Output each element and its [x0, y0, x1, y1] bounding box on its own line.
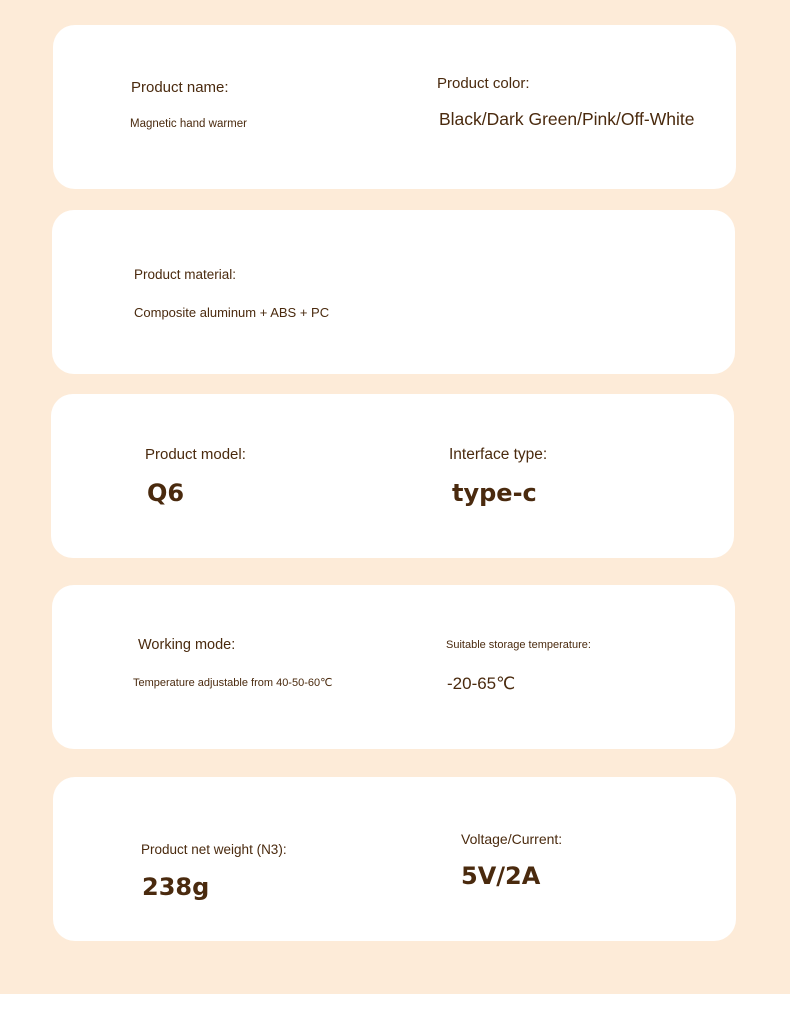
net-weight-value: 238g: [142, 873, 210, 901]
spec-card-product-name-color: [53, 25, 736, 189]
storage-temperature-label: Suitable storage temperature:: [446, 639, 591, 651]
spec-card-model-interface: [51, 394, 734, 558]
spec-card-weight-voltage: [53, 777, 736, 941]
net-weight-label: Product net weight (N3):: [141, 842, 287, 857]
storage-temperature-value: -20-65℃: [447, 674, 516, 693]
product-name-label: Product name:: [131, 79, 229, 96]
working-mode-value: Temperature adjustable from 40-50-60℃: [133, 677, 333, 689]
voltage-current-value: 5V/2A: [461, 862, 541, 890]
spec-card-material: [52, 210, 735, 374]
product-name-value: Magnetic hand warmer: [130, 118, 247, 130]
working-mode-label: Working mode:: [138, 637, 236, 653]
product-color-value: Black/Dark Green/Pink/Off-White: [439, 109, 695, 129]
voltage-current-label: Voltage/Current:: [461, 831, 563, 847]
product-model-label: Product model:: [145, 446, 246, 463]
product-material-value: Composite aluminum + ABS + PC: [134, 305, 330, 320]
interface-type-label: Interface type:: [449, 446, 548, 463]
interface-type-value: type-c: [452, 479, 537, 507]
spec-card-working-storage: [52, 585, 735, 749]
product-material-label: Product material:: [134, 267, 237, 282]
product-color-label: Product color:: [437, 75, 530, 92]
product-model-value: Q6: [147, 479, 185, 507]
